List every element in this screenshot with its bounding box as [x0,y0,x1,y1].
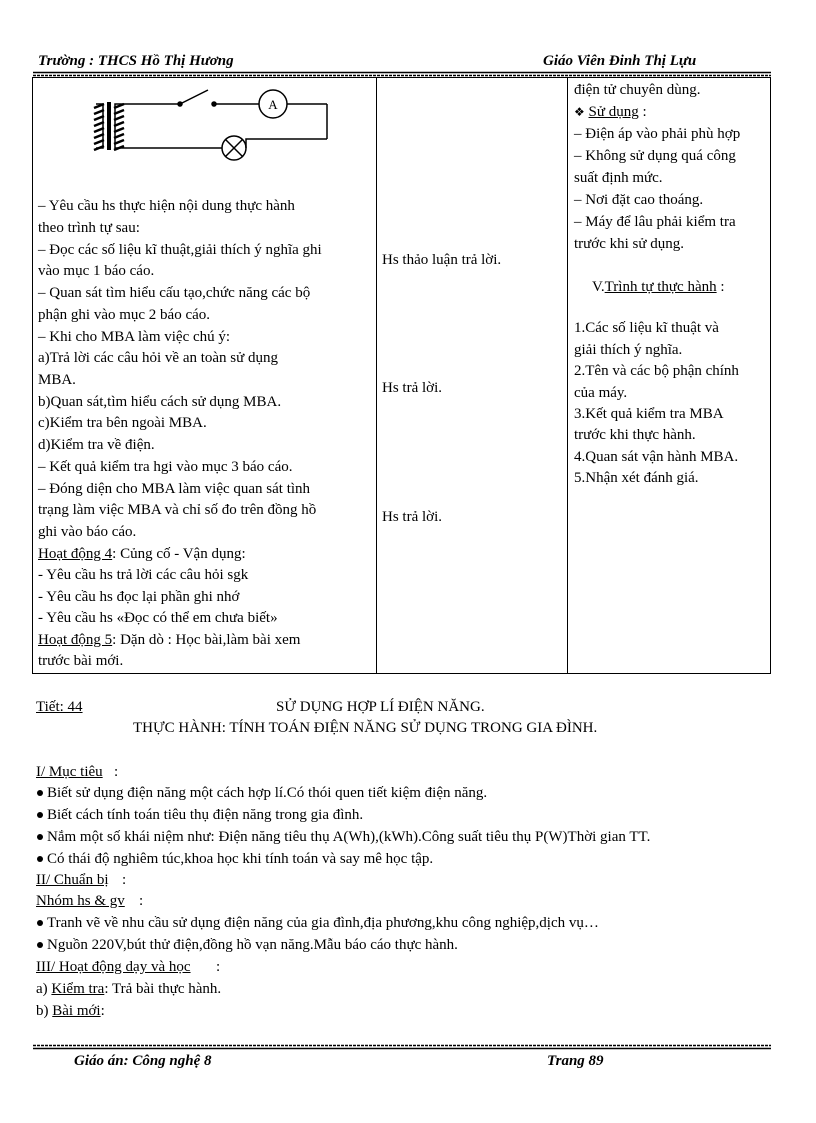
col1-line: b)Quan sát,tìm hiểu cách sử dụng MBA. [38,394,282,410]
activity-5-title: : Dặn dò : Học bài,làm bài xem [112,632,301,648]
student-answer: Hs thảo luận trả lời. [382,252,502,268]
student-activity-cell [377,78,568,674]
lesson-title: SỬ DỤNG HỢP LÍ ĐIỆN NĂNG. [276,699,485,715]
procedure-step: của máy. [574,385,628,401]
col1-line: c)Kiểm tra bên ngoài MBA. [38,415,207,431]
check-line [36,979,221,1000]
new-lesson-line [36,1001,105,1022]
prep-item: Nguồn 220V,bút thử điện,đồng hồ vạn năng.Mẫu báo cáo thực hành. [47,937,458,953]
col3-top-line: điện tử chuyên dùng. [574,82,701,98]
usage-label: Sử dụng [588,104,639,120]
usage-colon: : [638,104,647,120]
bullet-icon [37,856,43,862]
usage-line: – Máy để lâu phải kiểm tra [574,214,736,230]
bullet-icon [37,790,43,796]
objectives-heading: I/ Mục tiêu [36,764,103,780]
transformer-circuit-diagram [90,84,340,169]
objective-item: Nắm một số khái niệm như: Điện năng tiêu thụ A(Wh),(kWh).Công suất tiêu thụ P(W)Thời gian TT. [47,829,651,845]
activity-4-title: : Củng cố - Vận dụng: [112,546,246,562]
procedure-step: 4.Quan sát vận hành MBA. [574,449,739,465]
activity-4-item: - Yêu cầu hs trả lời các câu hỏi sgk [38,567,249,583]
new-prefix: b) [36,1003,53,1019]
col1-line: a)Trả lời các câu hỏi về an toàn sử dụng [38,350,279,366]
objective-item: Biết cách tính toán tiêu thụ điện năng trong gia đình. [47,807,364,823]
col1-line: – Quan sát tìm hiểu cấu tạo,chức năng các bộ [38,285,311,301]
usage-line: – Nơi đặt cao thoáng. [574,192,704,208]
activity-5-cont: trước bài mới. [38,653,124,669]
col1-line: d)Kiểm tra về điện. [38,437,155,453]
footer-course: Giáo án: Công nghệ 8 [74,1053,212,1069]
procedure-step: giải thích ý nghĩa. [574,342,683,358]
procedure-heading [592,277,725,298]
activities-colon: : [216,959,221,975]
objectives-colon: : [114,764,119,780]
col1-line: trạng làm việc MBA và chỉ số đo trên đồng hồ [38,502,317,518]
col1-line: – Đọc các số liệu kĩ thuật,giải thích ý nghĩa ghi [38,242,322,258]
usage-line: suất định mức. [574,170,663,186]
activity-4-item: - Yêu cầu hs «Đọc có thể em chưa biết» [38,610,278,626]
col1-line: ghi vào báo cáo. [38,524,137,540]
activity-5-heading [38,630,300,651]
student-answer: Hs trả lời. [382,509,443,525]
lesson-subtitle: THỰC HÀNH: TÍNH TOÁN ĐIỆN NĂNG SỬ DỤNG TRONG GIA ĐÌNH. [133,720,598,736]
activity-5-label: Hoạt động 5 [38,632,113,648]
activity-4-heading [38,544,246,565]
col1-line: theo trình tự sau: [38,220,140,236]
col1-line: – Kết quả kiểm tra hgi vào mục 3 báo cáo. [38,459,293,475]
student-answer: Hs trả lời. [382,380,443,396]
new-colon: : [100,1003,105,1019]
check-label: Kiểm tra [51,981,105,997]
procedure-step: trước khi thực hành. [574,427,696,443]
procedure-step: 5.Nhận xét đánh giá. [574,470,699,486]
footer-rule [33,1044,771,1050]
bullet-icon [37,942,43,948]
activity-4-item: - Yêu cầu hs đọc lại phần ghi nhớ [38,589,240,605]
col1-line: vào mục 1 báo cáo. [38,263,155,279]
col1-line: phận ghi vào mục 2 báo cáo. [38,307,211,323]
procedure-step: 3.Kết quả kiểm tra MBA [574,406,724,422]
prep-heading: II/ Chuẩn bị [36,872,109,888]
group-heading: Nhóm hs & gv [36,893,125,909]
procedure-colon: : [716,279,725,295]
ammeter-label: A [268,97,278,112]
group-colon: : [139,893,144,909]
bullet-icon [37,812,43,818]
activity-4-label: Hoạt động 4 [38,546,113,562]
procedure-step: 1.Các số liệu kĩ thuật và [574,320,719,336]
procedure-prefix: V. [592,279,605,295]
usage-heading [574,102,647,123]
procedure-label: Trình tự thực hành [604,279,717,295]
prep-colon: : [122,872,127,888]
usage-line: – Không sử dụng quá công [574,148,736,164]
bullet-icon [37,834,43,840]
col1-line: – Yêu cầu hs thực hiện nội dung thực hành [38,198,295,214]
usage-line: – Điện áp vào phải phù hợp [574,126,741,142]
col1-line: – Khi cho MBA làm việc chú ý: [38,329,231,345]
new-label: Bài mới [52,1003,101,1019]
col1-line: – Đóng diện cho MBA làm việc quan sát tình [38,481,311,497]
objective-item: Có thái độ nghiêm túc,khoa học khi tính toán và say mê học tập. [47,851,434,867]
prep-item: Tranh vẽ về nhu cầu sử dụng điện năng của gia đình,địa phương,khu công nghiệp,dịch vụ… [47,915,599,931]
teacher-name: Giáo Viên Đinh Thị Lựu [543,53,697,69]
period-label: Tiết: 44 [36,699,83,715]
footer-page: Trang 89 [547,1053,604,1069]
col1-line: MBA. [38,372,76,388]
school-name: Trường : THCS Hồ Thị Hương [38,53,234,69]
diamond-bullet-icon: ❖ [574,105,585,119]
bullet-icon [37,920,43,926]
objective-item: Biết sử dụng điện năng một cách hợp lí.Có thói quen tiết kiệm điện năng. [47,785,488,801]
check-prefix: a) [36,981,52,997]
usage-line: trước khi sử dụng. [574,236,685,252]
procedure-step: 2.Tên và các bộ phận chính [574,363,739,379]
check-text: : Trả bài thực hành. [104,981,222,997]
activities-heading: III/ Hoạt động dạy và học [36,959,191,975]
